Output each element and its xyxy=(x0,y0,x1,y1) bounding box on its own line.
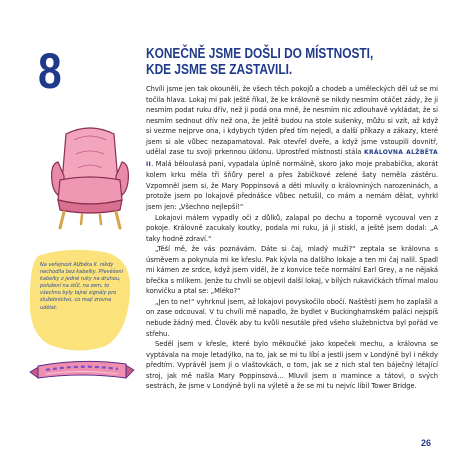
chapter-title-line1: KONEČNĚ JSME DOŠLI DO MÍSTNOSTI, xyxy=(146,46,374,62)
chapter-title xyxy=(146,46,392,78)
ribbon-banner xyxy=(26,356,138,386)
paragraph-1-start: Chvíli jsme jen tak okouněli, že všech těch pokojů a chodeb a uměleckých děl už se mi točila hlava. Lokaj mi pak ještě říkal, že ke královně se nikdy nesmím otáčet zády, že ji nesmím podat ruku dřív, než ji podá ona mně, že nesmím nic zdlouhavě vykládat, že si nesmím sednout dřív než ona, že ještě budou na stole sušenky, můžu si vzít, až když si vezme nejprve ona, i kdybych týden před tím nejedl, a další příkazy a zákazy, které jsem si ale vůbec nezapamatoval. Pak otevřel dveře, a když jsme vstoupili dovnitř, udělal zase tu svoji prkennou úklonu. Uprostřed místnosti stála xyxy=(146,85,438,157)
queen-name-highlight: KRÁLOVNA ALŽBĚTA II xyxy=(146,149,438,168)
paragraph-4: „Jen to ne!“ vyhrknul jsem, až lokajovi povyskočilo obočí. Naštěstí jsem ho zaplašil a on zase odcouval. V tu chvíli mě napadlo, že bydlet v Buckinghamském paláci nejspíš nebude žádný med. Člověk aby tu kvůli nesutále před všeho služebnictva byl pořád ve střehu. xyxy=(146,297,438,338)
paragraph-3: „Těší mě, že vás poznávám. Dáte si čaj, mladý muži?“ zeptala se královna s úsměvem a pokynula mi ke křeslu. Pak kývla na dalšího lokaje a ten mi čaj nalil. Spadl mi kámen ze srdce, když jsem viděl, že z konvice teče normální Earl Grey, a ne nějaká břečka s mlíkem. Jenže tu chvíli se objevil další lokaj, v bílých rukavičkách třímal malou konvičku a ptal se: „Mléko?“ xyxy=(146,245,438,296)
paragraph-5: Seděl jsem v křesle, které bylo měkoučké jako kopeček mechu, a královna se vyptávala na moje letadýlko, na to, jak se mi tu líbí a jestli jsem v Londýně byl i někdy předtím. Vyprávěl jsem jí o vlaštovkách, o tom, jak se z nich stal ten báječný létající stroj, jak mě našla Mary Poppinsová… Mluvil jsem o mamince a tátovi, o svých sestrách, že jsme v Londýně byli na výletě a že se mi tu nejvíc líbil Tower Bridge. xyxy=(146,340,438,391)
paragraph-1-end: . Malá běloulasá paní, vypadala úplně normálně, skoro jako moje prababička, akorát kolem krku měla tři šňůry perel a přes žabičkové zelené šaty neměla zástěru. Vzpomněl jsem si, že Mary Poppinsová a děti mluvily o královniných narozeninách, a protože jsem po lokajově přednášce vůbec netušil, co mám a nemám dělat, vyhrkl jsem jen: „Všechno nejlepší!“ xyxy=(146,159,438,212)
chapter-body xyxy=(146,84,438,392)
chapter-number: 8 xyxy=(38,43,61,99)
armchair-illustration xyxy=(42,120,138,232)
chapter-title-line2: KDE JSME SE ZASTAVILI. xyxy=(146,62,293,78)
paragraph-2: Lokajovi málem vypadly oči z důlků, zalapal po dechu a toporně vycouval ven z pokoje. Královně zacukaly koutky, podala mi ruku, já ji stiskl, a ještě jsem dodal: „A taky hodně zdraví.“ xyxy=(146,213,438,243)
sidenote-text: Na veřejnost Alžběta II. nikdy nechodila bez kabelky. Převěšení kabelky z jedné ruky na druhou, položení na stůl, na zem, to všechno byly tajné signály pro služebnictvo, co mají zrovna udělat. xyxy=(40,262,123,311)
sidenote xyxy=(26,246,136,354)
page-number: 26 xyxy=(421,438,432,448)
paragraph-1 xyxy=(146,84,438,213)
